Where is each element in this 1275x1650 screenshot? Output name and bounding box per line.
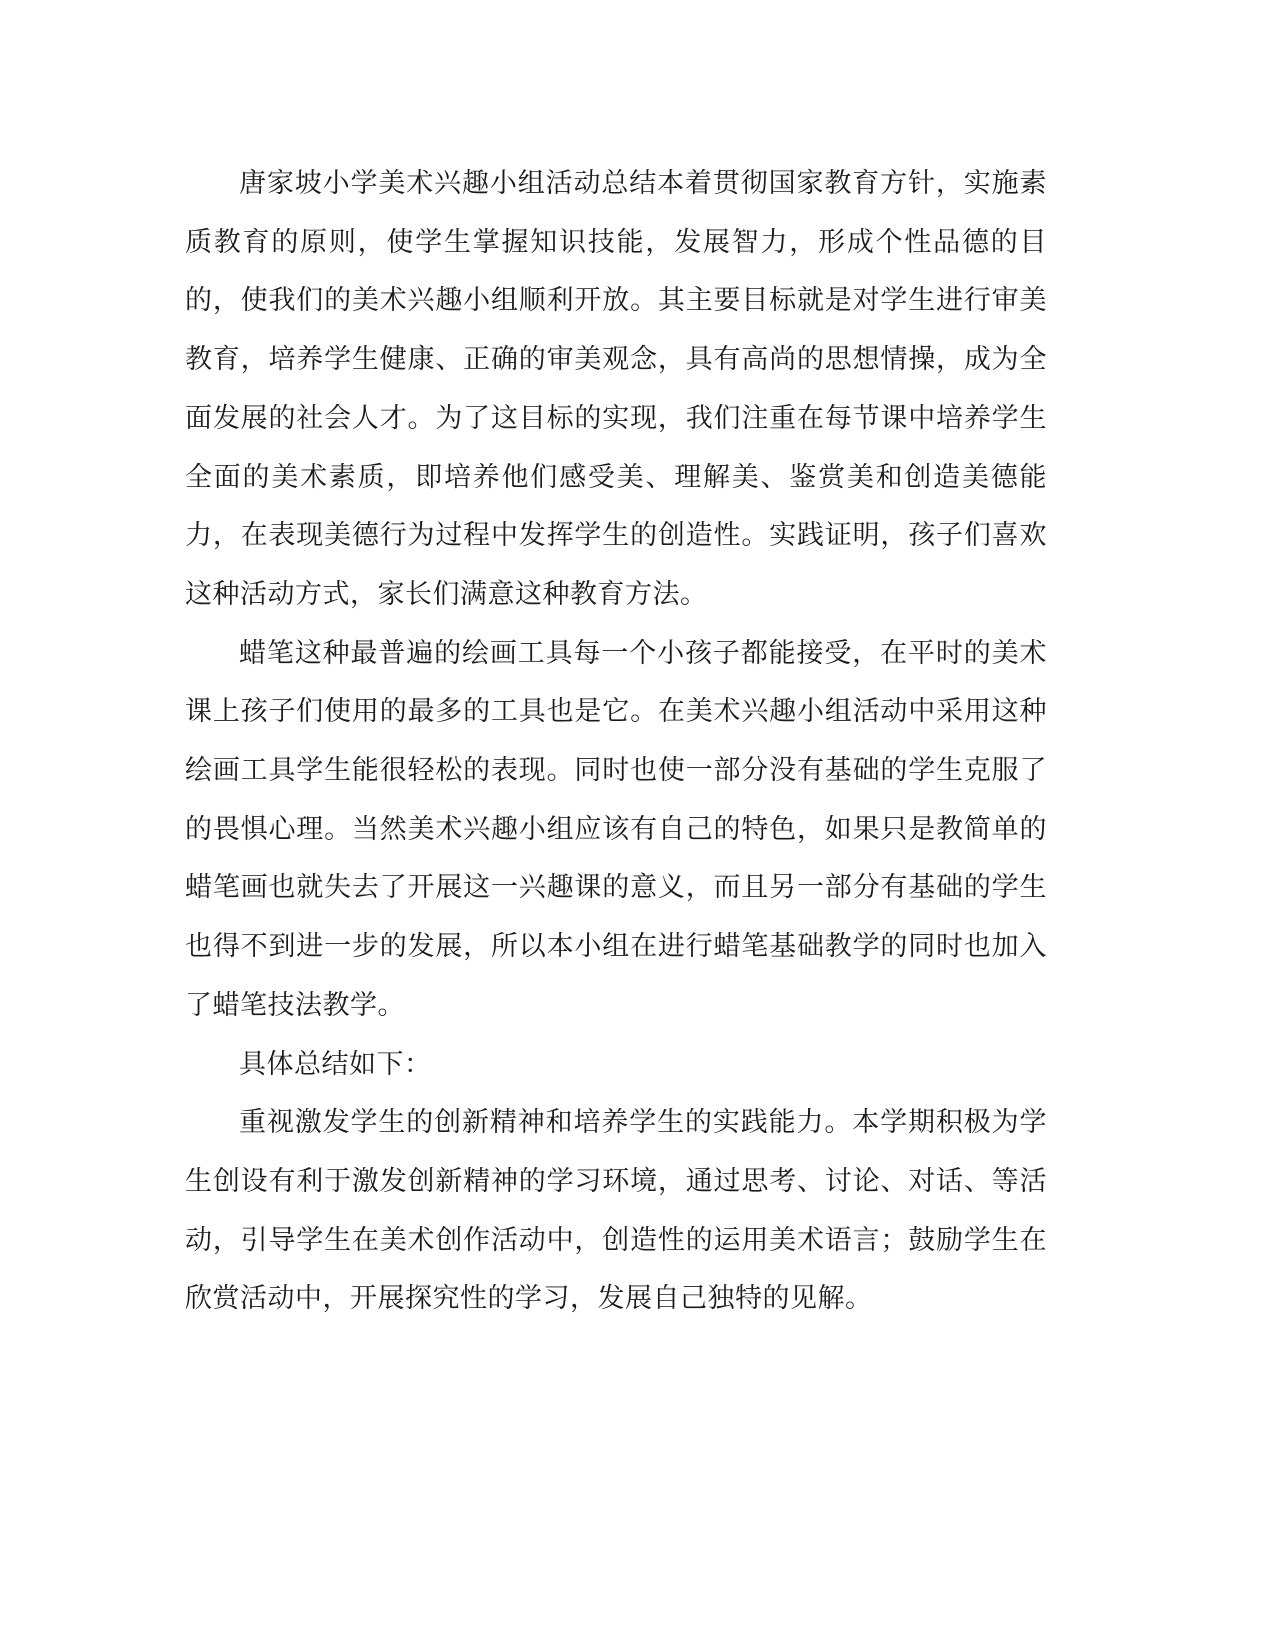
paragraph-summary-heading: 具体总结如下： — [239, 1048, 432, 1080]
document-body — [185, 155, 1047, 1329]
paragraph-intro: 唐家坡小学美术兴趣小组活动总结本着贯彻国家教育方针，实施素质教育的原则，使学生掌握知识技能，发展智力，形成个性品德的目的，使我们的美术兴趣小组顺利开放。其主要目标就是对学生进行审美教育，培养学生健康、正确的审美观念，具有高尚的思想情操，成为全面发展的社会人才。为了这目标的实现，我们注重在每节课中培养学生全面的美术素质，即培养他们感受美、理解美、鉴赏美和创造美德能力，在表现美德行为过程中发挥学生的创造性。实践证明，孩子们喜欢这种活动方式，家长们满意这种教育方法。 — [185, 168, 1047, 610]
paragraph-innovation: 重视激发学生的创新精神和培养学生的实践能力。本学期积极为学生创设有利于激发创新精神的学习环境，通过思考、讨论、对话、等活动，引导学生在美术创作活动中，创造性的运用美术语言；鼓励学生在欣赏活动中，开展探究性的学习，发展自己独特的见解。 — [185, 1107, 1047, 1315]
paragraph-crayon: 蜡笔这种最普遍的绘画工具每一个小孩子都能接受，在平时的美术课上孩子们使用的最多的工具也是它。在美术兴趣小组活动中采用这种绘画工具学生能很轻松的表现。同时也使一部分没有基础的学生克服了的畏惧心理。当然美术兴趣小组应该有自己的特色，如果只是教简单的蜡笔画也就失去了开展这一兴趣课的意义，而且另一部分有基础的学生也得不到进一步的发展，所以本小组在进行蜡笔基础教学的同时也加入了蜡笔技法教学。 — [185, 637, 1047, 1021]
